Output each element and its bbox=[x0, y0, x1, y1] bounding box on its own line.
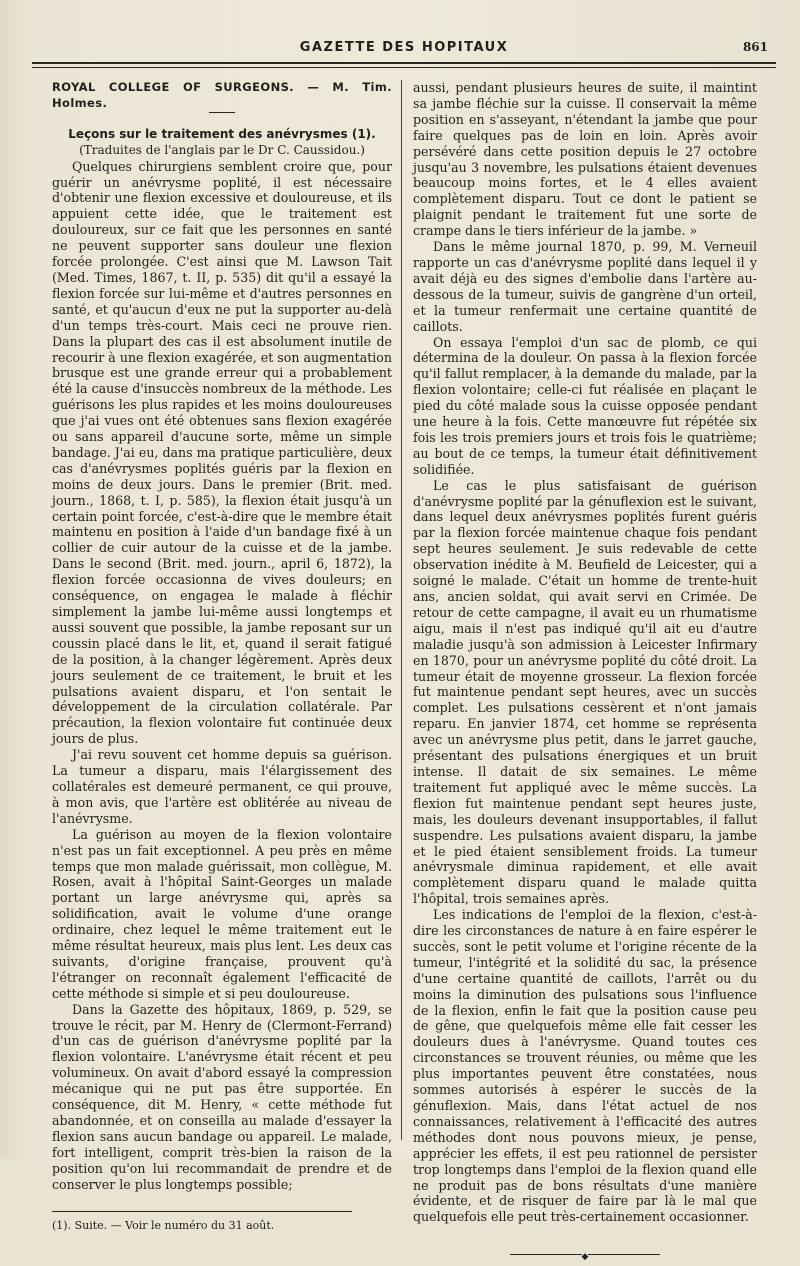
header-rule-thin bbox=[32, 67, 776, 68]
paragraph: La guérison au moyen de la flexion volontaire n'est pas un fait exceptionnel. A peu près en même temps que mon malade guérissait, mon collègue, M. Rosen, avait à l'hôpital Saint-Georges un malade portant un large anévrysme qui, après sa solidification, avait le volume d'une orange ordinaire, chez lequel le même traitement eut le même résultat heureux, mais plus lent. Les deux cas suivants, d'origine française, prouvent qu'à l'étranger on reconnaît également l'efficacité de cette méthode si simple et si peu douloureuse. bbox=[52, 826, 392, 1001]
right-column bbox=[413, 80, 757, 1266]
paragraph: Dans la Gazette des hôpitaux, 1869, p. 529, se trouve le récit, par M. Henry de (Clermont-Ferrand) d'un cas de guérison d'anévrysme poplité par la flexion volontaire. L'anévrysme était récent et peu volumineux. On avait d'abord essayé la compression mécanique qui ne put pas être supportée. En conséquence, dit M. Henry, « cette méthode fut abandonnée, et on conseilla au malade d'essayer la flexion sans aucun bandage ou appareil. Le malade, fort intelligent, comprit très-bien la raison de la position qu'on lui recommandait de prendre et de conserver le plus longtemps possible; bbox=[52, 1001, 392, 1192]
paragraph: Les indications de l'emploi de la flexion, c'est-à-dire les circonstances de nature à en faire espérer le succès, sont le petit volume et l'origine récente de la tumeur, l'intégrité et la solidité du sac, la présence d'une certaine quantité de caillots, l'arrêt ou du moins la diminution des pulsations sous l'influence de la flexion, enfin le fait que la position cause peu de gêne, que quelquefois même elle fait cesser les douleurs dues à l'anévrysme. Quand toutes ces circonstances se trouvent réunies, ou même que les plus importantes peuvent être constatées, nous sommes autorisés à espérer le succès de la génuflexion. Mais, dans l'état actuel de nos connaissances, relativement à l'efficacité des autres méthodes dont nous pouvons mieux, je pense, apprécier les effets, il est peu rationnel de persister trop longtemps dans l'emploi de la flexion quand elle ne produit pas de bons résultats d'une manière évidente, et de risquer de faire par là le mal que quelquefois elle peut très-certainement occasionner. bbox=[413, 907, 757, 1225]
header-rule-thick bbox=[32, 62, 776, 64]
translation-note: (Traduites de l'anglais par le Dr C. Caussidou.) bbox=[79, 142, 365, 157]
journal-title: GAZETTE DES HOPITAUX bbox=[299, 40, 509, 55]
footnote-rule bbox=[52, 1211, 352, 1212]
section-heading: ROYAL COLLEGE OF SURGEONS. — M. Tim. Holmes. bbox=[52, 80, 392, 110]
page-header bbox=[32, 40, 776, 60]
paragraph: aussi, pendant plusieurs heures de suite, il maintint sa jambe fléchie sur la cuisse. Il conservait la même position en s'asseyant, n'étendant la jambe que pour faire quelques pas de loin en loin. Après avoir persévéré dans cette position depuis le 27 octobre jusqu'au 3 novembre, les pulsations étaient devenues beaucoup moins fortes, et le 4 elles avaient complètement disparu. Tout ce dont le patient se plaignit pendant le traitement fut une sorte de crampe dans le tiers inférieur de la jambe. » bbox=[413, 80, 757, 239]
paragraph: On essaya l'emploi d'un sac de plomb, ce qui détermina de la douleur. On passa à la flexion forcée qu'il fallut remplacer, à la demande du malade, par la flexion volontaire; celle-ci fut réalisée en plaçant le pied du côté malade sous la cuisse opposée pendant une heure à la fois. Cette manœuvre fut répétée six fois les trois premiers jours et trois fois le quatrième; au bout de ce temps, la tumeur était définitivement solidifiée. bbox=[413, 334, 757, 477]
end-ornament: ◆ bbox=[413, 1247, 757, 1266]
paragraph: Dans le même journal 1870, p. 99, M. Verneuil rapporte un cas d'anévrysme poplité dans lequel il y avait déjà eu des signes d'embolie dans l'artère au-dessous de la tumeur, suivis de gangrène d'un orteil, et la tumeur renfermait une certaine quantité de caillots. bbox=[413, 239, 757, 334]
page-number: 861 bbox=[742, 40, 768, 54]
column-divider bbox=[401, 80, 402, 1140]
paragraph: J'ai revu souvent cet homme depuis sa guérison. La tumeur a disparu, mais l'élargissement des collatérales est demeuré permanent, ce qui prouve, à mon avis, que l'artère est oblitérée au niveau de l'anévrysme. bbox=[52, 747, 392, 826]
footnote: (1). Suite. — Voir le numéro du 31 août. bbox=[52, 1218, 275, 1232]
heading-rule bbox=[209, 112, 235, 113]
paragraph: Quelques chirurgiens semblent croire que, pour guérir un anévrysme poplité, il est nécessaire d'obtenir une flexion excessive et douloureuse, et ils appuient cette idée, que le traitement est douloureux, sur ce fait que les personnes en santé ne peuvent supporter sans douleur une flexion forcée prolongée. C'est ainsi que M. Lawson Tait (Med. Times, 1867, t. II, p. 535) dit qu'il a essayé la flexion forcée sur lui-même et d'autres personnes en santé, et qu'aucun d'eux ne put la supporter au-delà d'un temps très-court. Mais ceci ne prouve rien. Dans la plupart des cas il est absolument inutile de recourir à une flexion exagérée, et son augmentation brusque est une grande erreur qui a probablement été la cause d'insuccès nombreux de la méthode. Les guérisons les plus rapides et les moins douloureuses que j'ai vues ont été obtenues sans flexion exagérée ou sans appareil d'aucune sorte, même un simple bandage. J'ai eu, dans ma pratique particulière, deux cas d'anévrysmes poplités guéris par la flexion en moins de deux jours. Dans le premier (Brit. med. journ., 1868, t. I, p. 585), la flexion était jusqu'à un certain point forcée, c'est-à-dire que le membre était maintenu en position à l'aide d'un bandage fixé à un collier de cuir autour de la cuisse et de la jambe. Dans le second (Brit. med. journ., april 6, 1872), la flexion forcée occasionna de vives douleurs; en conséquence, on engagea le malade à fléchir simplement la jambe lui-même aussi longtemps et aussi souvent que possible, la jambe reposant sur un coussin placé dans le lit, et, quand il serait fatigué de la position, à la changer légèrement. Après deux jours seulement de ce traitement, le bruit et les pulsations avaient disparu, et l'on sentait le développement de la circulation collatérale. Par précaution, la flexion volontaire fut continuée deux jours de plus. bbox=[52, 158, 392, 747]
paragraph: Le cas le plus satisfaisant de guérison d'anévrysme poplité par la génuflexion est le suivant, dans lequel deux anévrysmes poplités furent guéris par la flexion forcée maintenue chaque fois pendant sept heures seulement. Je suis redevable de cette observation inédite à M. Beufield de Leicester, qui a soigné le malade. C'était un homme de trente-huit ans, ancien soldat, qui avait servi en Crimée. De retour de cette campagne, il avait eu un rhumatisme aigu, mais il n'est pas indiqué qu'il ait eu d'autre maladie jusqu'à son admission à Leicester Infirmary en 1870, pour un anévrysme poplité du côté droit. La tumeur était de moyenne grosseur. La flexion forcée fut maintenue pendant sept heures, avec un succès complet. Les pulsations cessèrent et n'ont jamais reparu. En janvier 1874, cet homme se représenta avec un anévrysme plus petit, dans le jarret gauche, présentant des pulsations énergiques et un bruit intense. Il datait de six semaines. Le même traitement fut appliqué avec le même succès. La flexion fut maintenue pendant sept heures juste, mais, les douleurs devenant insupportables, il fallut suspendre. Les pulsations avaient disparu, la jambe et le pied étaient sensiblement froids. La tumeur anévrysmale diminua rapidement, et elle avait complètement disparu quand le malade quitta l'hôpital, trois semaines après. bbox=[413, 477, 757, 907]
left-column bbox=[52, 80, 392, 1233]
lecture-title: Leçons sur le traitement des anévrysmes (1). bbox=[68, 126, 376, 141]
